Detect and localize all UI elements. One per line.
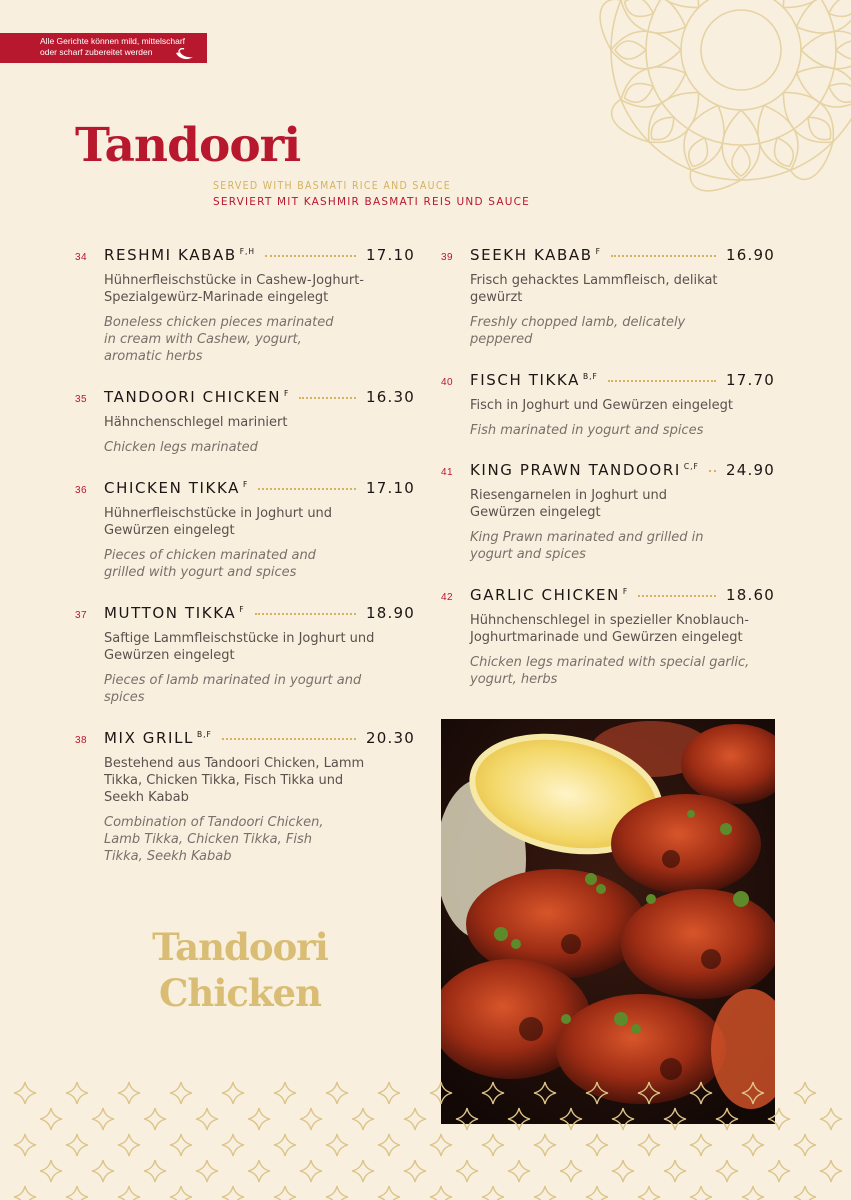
allergen-codes: C,F (683, 462, 699, 471)
chili-icon (173, 48, 195, 62)
item-description-en: Combination of Tandoori Chicken, Lamb Tikka, Chicken Tikka, Fish Tikka, Seekh Kabab (104, 815, 324, 864)
feature-title-line2: Chicken (158, 971, 321, 1015)
dot-leader (608, 380, 716, 382)
item-number: 37 (75, 610, 88, 621)
allergen-codes: F,H (239, 247, 256, 256)
dot-leader (265, 255, 356, 257)
item-number: 40 (441, 377, 454, 388)
spice-level-notice (0, 33, 207, 63)
spice-notice-line2: oder scharf zubereitet werden (40, 47, 153, 57)
item-price: 18.60 (726, 586, 775, 604)
item-number: 38 (75, 735, 88, 746)
dot-leader (709, 470, 716, 472)
item-name: MIX GRILL $^{B,F}$ (104, 729, 212, 747)
item-price: 17.10 (366, 479, 415, 497)
item-description-en: Freshly chopped lamb, delicately peppered (470, 315, 686, 347)
section-subtitle-de: SERVIERT MIT KASHMIR BASMATI REIS UND SAUCE (213, 196, 530, 208)
item-name: FISCH TIKKA $^{B,F}$ (470, 371, 598, 389)
item-description-en: King Prawn marinated and grilled in yogurt and spices (470, 530, 704, 562)
dot-leader (258, 488, 356, 490)
dot-leader (611, 255, 716, 257)
menu-item (441, 371, 775, 439)
item-description-de: Fisch in Joghurt und Gewürzen eingelegt (470, 398, 733, 413)
item-number: 39 (441, 252, 454, 263)
section-title: Tandoori (75, 118, 301, 173)
item-price: 16.30 (366, 388, 415, 406)
item-description-de: Riesengarnelen in Joghurt und Gewürzen eingelegt (470, 488, 668, 520)
allergen-codes: F (239, 605, 245, 614)
item-description-de: Saftige Lammfleischstücke in Joghurt und Gewürzen eingelegt (104, 631, 375, 663)
item-number: 34 (75, 252, 88, 263)
allergen-codes: F (622, 587, 629, 596)
item-description-en: Fish marinated in yogurt and spices (470, 423, 704, 438)
menu-item (441, 246, 775, 348)
food-photo (441, 719, 775, 1124)
item-name: MUTTON TIKKA $^F$ (104, 604, 245, 622)
item-price: 18.90 (366, 604, 415, 622)
item-description-de: Hähnchenschlegel mariniert (104, 415, 288, 430)
item-price: 17.70 (726, 371, 775, 389)
item-description-de: Hühnerfleischstücke in Joghurt und Gewürzen eingelegt (104, 506, 333, 538)
item-name: CHICKEN TIKKA $^F$ (104, 479, 249, 497)
item-name: RESHMI KABAB $^{F,H}$ (104, 246, 256, 264)
menu-item (75, 604, 415, 706)
item-name: GARLIC CHICKEN $^F$ (470, 586, 629, 604)
item-description-en: Boneless chicken pieces marinated in cream with Cashew, yogurt, aromatic herbs (104, 315, 334, 364)
item-price: 17.10 (366, 246, 415, 264)
menu-item (75, 246, 415, 365)
dot-leader (299, 397, 356, 399)
mandala-ornament (571, 0, 851, 220)
menu-item (75, 729, 415, 865)
menu-item (75, 388, 415, 456)
item-description-de: Frisch gehacktes Lammfleisch, delikat gewürzt (470, 273, 718, 305)
item-number: 36 (75, 485, 88, 496)
item-description-de: Hühnchenschlegel in spezieller Knoblauch-Joghurtmarinade und Gewürzen eingelegt (470, 613, 749, 645)
item-number: 35 (75, 394, 88, 405)
allergen-codes: B,F (197, 730, 212, 739)
allergen-codes: F (243, 480, 249, 489)
item-price: 20.30 (366, 729, 415, 747)
allergen-codes: F (595, 247, 601, 256)
dot-leader (255, 613, 356, 615)
item-description-en: Pieces of lamb marinated in yogurt and spices (104, 673, 362, 705)
allergen-codes: F (284, 389, 290, 398)
item-description-en: Chicken legs marinated (104, 440, 258, 455)
decorative-pattern (0, 1075, 851, 1200)
item-description-de: Hühnerfleischstücke in Cashew-Joghurt-Spezialgewürz-Marinade eingelegt (104, 273, 364, 305)
item-price: 24.90 (726, 461, 775, 479)
feature-dish-title (140, 924, 340, 1016)
menu-item (441, 586, 775, 688)
dot-leader (222, 738, 356, 740)
allergen-codes: B,F (582, 372, 598, 381)
menu-item (441, 461, 775, 563)
item-description-en: Pieces of chicken marinated and grilled with yogurt and spices (104, 548, 316, 580)
dot-leader (638, 595, 716, 597)
item-name: KING PRAWN TANDOORI $^{C,F}$ (470, 461, 699, 479)
spice-notice-line1: Alle Gerichte können mild, mittelscharf (40, 36, 186, 46)
item-number: 41 (441, 467, 454, 478)
item-name: SEEKH KABAB $^F$ (470, 246, 601, 264)
item-description-en: Chicken legs marinated with special garlic, yogurt, herbs (470, 655, 750, 687)
menu-item (75, 479, 415, 581)
feature-title-line1: Tandoori (152, 925, 328, 969)
item-description-de: Bestehend aus Tandoori Chicken, Lamm Tikka, Chicken Tikka, Fisch Tikka und Seekh Kabab (104, 756, 365, 805)
item-name: TANDOORI CHICKEN $^F$ (104, 388, 290, 406)
item-price: 16.90 (726, 246, 775, 264)
section-subtitle-en: SERVED WITH BASMATI RICE AND SAUCE (213, 180, 451, 192)
item-number: 42 (441, 592, 454, 603)
